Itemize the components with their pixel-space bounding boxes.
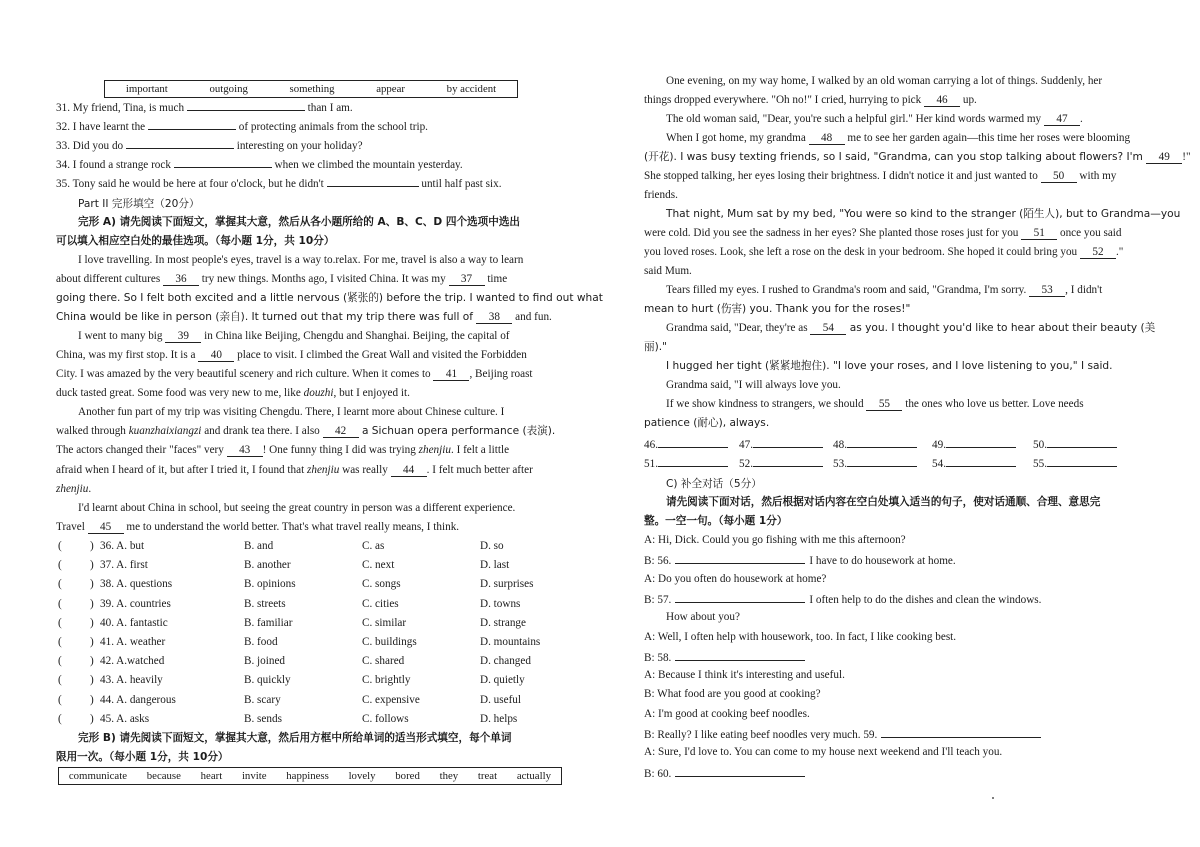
passage-text: . — [88, 483, 92, 495]
passage-line — [666, 207, 1180, 221]
answer-slot — [644, 436, 728, 452]
answer-blank[interactable] — [946, 455, 1016, 467]
word-box-item: treat — [477, 770, 498, 782]
cloze-blank: 44 — [391, 465, 427, 477]
dialogue-line — [644, 591, 1041, 607]
cloze-blank: 42 — [323, 426, 359, 438]
answer-paren-open: ( — [58, 674, 62, 687]
cloze-blank: 54 — [810, 323, 846, 335]
passage-line — [644, 245, 1123, 259]
answer-blank[interactable] — [847, 436, 917, 448]
answer-paren-open: ( — [58, 712, 62, 725]
dialogue-line — [644, 668, 845, 682]
option-c[interactable]: C. shared — [362, 655, 405, 668]
answer-paren-close[interactable]: ) — [90, 712, 94, 725]
dialogue-text: A: Sure, I'd love to. You can come to my house next weekend and I'll teach you. — [644, 746, 1003, 759]
passage-text: I'd learnt about China in school, but seeing the great country in person was a different experience. — [78, 502, 516, 514]
passage-text: and drank tea there. I also — [201, 425, 323, 437]
dialogue-text: How about you? — [666, 611, 740, 624]
answer-paren-close[interactable]: ) — [90, 655, 94, 668]
dialogue-text: B: What food are you good at cooking? — [644, 688, 821, 701]
answer-paren-close[interactable]: ) — [90, 616, 94, 629]
passage-text: walked through — [56, 425, 129, 437]
word-box-item: communicate — [68, 770, 128, 782]
section-b-instructions-1: 完形 B) 请先阅读下面短文，掌握其大意，然后用方框中所给单词的适当形式填空，每个单词 — [78, 732, 512, 744]
passage-line — [666, 131, 1130, 145]
word-box-item: appear — [376, 83, 405, 95]
answer-number: 47. — [739, 439, 753, 451]
passage-line — [644, 226, 1122, 240]
dialogue-line — [644, 533, 906, 547]
answer-blank[interactable] — [327, 186, 419, 187]
passage-text: place to visit. I climbed the Great Wall and visited the Forbidden — [234, 349, 527, 361]
passage-text: and fun. — [512, 311, 552, 323]
question-32: 32. I have learnt the of protecting animals from the school trip. — [56, 121, 428, 133]
answer-number: 55. — [1033, 458, 1047, 470]
passage-text: !" — [1182, 151, 1191, 163]
option-b[interactable]: B. quickly — [244, 674, 291, 687]
answer-number: 51. — [644, 458, 658, 470]
pinyin-word: zhenjiu — [418, 444, 451, 456]
passage-line — [666, 112, 1083, 126]
cloze-blank: 55 — [866, 399, 902, 411]
cloze-blank: 47 — [1044, 114, 1080, 126]
passage-text: That night, Mum sat by my bed, "You were so kind to the stranger (陌生人), but to Grandma—you — [666, 208, 1181, 220]
dialogue-line — [644, 552, 956, 568]
answer-slot — [644, 455, 728, 471]
passage-text: in China like Beijing, Chengdu and Shanghai. Beijing, the capital of — [201, 330, 510, 342]
question-option-a[interactable]: 37. A. first — [100, 559, 148, 572]
answer-number: 54. — [932, 458, 946, 470]
answer-paren-open: ( — [58, 616, 62, 629]
passage-line — [56, 424, 555, 438]
passage-text: 丽)." — [644, 341, 667, 353]
answer-slot — [739, 455, 823, 471]
cloze-blank: 45 — [88, 522, 124, 534]
passage-text: . I felt much better after — [426, 464, 533, 476]
cloze-blank: 53 — [1029, 285, 1065, 297]
passage-text: the ones who love us better. Love needs — [902, 398, 1084, 410]
passage-text: The old woman said, "Dear, you're such a helpful girl." Her kind words warmed my — [666, 113, 1044, 125]
word-box-item: invite — [241, 770, 267, 782]
dialogue-text: A: Because I think it's interesting and useful. — [644, 669, 845, 682]
answer-blank[interactable] — [187, 110, 305, 111]
option-b[interactable]: B. joined — [244, 655, 286, 668]
cloze-blank: 39 — [165, 331, 201, 343]
word-box-item: heart — [200, 770, 223, 782]
option-b[interactable]: B. and — [244, 540, 274, 552]
word-box-bottom — [58, 767, 562, 785]
section-c-title: C) 补全对话（5分） — [666, 478, 762, 490]
word-box-item: outgoing — [209, 83, 248, 95]
passage-text: friends. — [644, 189, 678, 201]
cloze-blank: 46 — [924, 95, 960, 107]
option-c[interactable]: C. buildings — [362, 636, 417, 648]
passage-text: China, was my first stop. It is a — [56, 349, 199, 361]
word-box-item: important — [125, 83, 168, 95]
passage-text: up. — [960, 94, 977, 106]
passage-text: Tears filled my eyes. I rushed to Grandma's room and said, "Grandma, I'm sorry. — [666, 284, 1030, 296]
option-b[interactable]: B. streets — [244, 597, 286, 610]
option-c[interactable]: C. expensive — [362, 693, 420, 706]
answer-blank[interactable] — [174, 167, 272, 168]
answer-number: 49. — [932, 439, 946, 451]
answer-blank[interactable] — [1047, 455, 1117, 467]
word-box-item: bored — [395, 770, 420, 782]
passage-line — [644, 188, 678, 202]
option-d[interactable]: D. helps — [480, 712, 518, 725]
cloze-blank: 37 — [449, 274, 485, 286]
passage-text: duck tasted great. Some food was very new to me, like — [56, 387, 304, 399]
passage-text: Another fun part of my trip was visiting Chengdu. There, I learnt more about Chinese culture. I — [78, 406, 505, 418]
dialogue-blank[interactable] — [675, 591, 805, 603]
passage-line — [56, 348, 527, 362]
passage-line — [56, 463, 533, 477]
dialogue-line — [644, 707, 810, 721]
section-c-instructions-2: 整。一空一句。（每小题 1分） — [644, 515, 788, 527]
answer-paren-close[interactable]: ) — [90, 674, 94, 687]
passage-text: patience (耐心), always. — [644, 417, 770, 429]
passage-line — [78, 501, 515, 515]
dialogue-number: B: 57. — [644, 593, 672, 606]
dialogue-line — [644, 765, 809, 781]
passage-text: were cold. Did you see the sadness in her eyes? She planted those roses just for you — [644, 227, 1022, 239]
option-d[interactable]: D. quietly — [480, 674, 525, 687]
question-34: 34. I found a strange rock when we climbed the mountain yesterday. — [56, 159, 463, 171]
passage-line — [644, 93, 977, 107]
dialogue-line — [644, 572, 826, 586]
passage-text: I went to many big — [78, 330, 166, 342]
option-d[interactable]: D. last — [480, 559, 510, 572]
passage-text: Travel — [56, 521, 88, 533]
dialogue-number: B: 58. — [644, 651, 672, 664]
answer-number: 52. — [739, 458, 753, 470]
dialogue-blank[interactable] — [675, 765, 805, 777]
word-box-item: because — [146, 770, 181, 782]
passage-line — [666, 359, 1113, 373]
word-box-item: actually — [516, 770, 551, 782]
passage-text: I love travelling. In most people's eyes, travel is a way to.relax. For me, travel is also a way to learn — [78, 254, 524, 266]
dialogue-number: B: 56. — [644, 555, 672, 568]
answer-paren-close[interactable]: ) — [90, 597, 94, 610]
dialogue-text: A: I'm good at cooking beef noodles. — [644, 707, 810, 720]
passage-text: She stopped talking, her eyes losing their brightness. I didn't notice it and just wanted to — [644, 170, 1041, 182]
dialogue-text: I often help to do the dishes and clean the windows. — [809, 593, 1042, 606]
passage-text: , I didn't — [1065, 284, 1103, 296]
answer-paren-close[interactable]: ) — [90, 578, 94, 591]
passage-text: (开花). I was busy texting friends, so I said, "Grandma, can you stop talking about flowers? I'm — [644, 151, 1147, 163]
passage-text: said Mum. — [644, 265, 692, 277]
passage-line — [644, 416, 769, 430]
answer-paren-open: ( — [58, 655, 62, 668]
passage-text: you loved roses. Look, she left a rose on the desk in your bedroom. She hoped it could bring you — [644, 246, 1080, 258]
option-c[interactable]: C. similar — [362, 616, 407, 629]
dialogue-line — [644, 745, 1002, 759]
cloze-blank: 41 — [433, 369, 469, 381]
passage-text: time — [484, 273, 508, 285]
passage-line — [56, 291, 603, 305]
word-box-item: happiness — [286, 770, 329, 782]
passage-text: me to understand the world better. That's what travel really means, I think. — [123, 521, 460, 533]
part2-title: Part II 完形填空（20分） — [78, 198, 200, 210]
word-box-item: lovely — [348, 770, 376, 782]
question-option-a[interactable]: 43. A. heavily — [100, 674, 163, 687]
question-option-a[interactable]: 45. A. asks — [100, 712, 150, 725]
answer-paren-open: ( — [58, 597, 62, 610]
passage-line — [644, 302, 910, 316]
answer-slot — [1033, 455, 1117, 471]
option-b[interactable]: B. scary — [244, 693, 281, 706]
answer-slot — [932, 455, 1016, 471]
cloze-blank: 36 — [163, 274, 199, 286]
answer-blank[interactable] — [126, 148, 234, 149]
question-option-a[interactable]: 38. A. questions — [100, 578, 173, 591]
dialogue-line — [644, 630, 956, 644]
option-d[interactable]: D. surprises — [480, 578, 534, 591]
passage-text: , but I enjoyed it. — [333, 387, 410, 399]
answer-number: 48. — [833, 439, 847, 451]
passage-line — [666, 321, 1155, 335]
option-b[interactable]: B. food — [244, 636, 278, 648]
answer-blank[interactable] — [658, 436, 728, 448]
option-c[interactable]: C. songs — [362, 578, 401, 591]
scan-dot — [992, 797, 994, 799]
passage-line — [56, 520, 459, 534]
question-35: 35. Tony said he would be here at four o'clock, but he didn't until half past six. — [56, 178, 502, 190]
answer-slot — [932, 436, 1016, 452]
option-d[interactable]: D. changed — [480, 655, 531, 668]
passage-line — [666, 378, 841, 392]
answer-blank[interactable] — [753, 436, 823, 448]
answer-paren-open: ( — [58, 559, 62, 572]
passage-line — [644, 340, 667, 354]
cloze-blank: 50 — [1041, 171, 1077, 183]
answer-paren-open: ( — [58, 693, 62, 706]
passage-line — [666, 74, 1102, 88]
question-option-a[interactable]: 36. A. but — [100, 540, 145, 552]
section-a-instructions-1: 完形 A) 请先阅读下面短文，掌握其大意，然后从各小题所给的 A、B、C、D 四个选项中选出 — [78, 216, 521, 228]
dialogue-text: A: Well, I often help with housework, too. In fact, I like cooking best. — [644, 630, 957, 643]
answer-paren-close[interactable]: ) — [90, 559, 94, 572]
answer-slot — [833, 455, 917, 471]
dialogue-number: B: 60. — [644, 767, 672, 780]
answer-paren-open: ( — [58, 540, 62, 552]
passage-line — [644, 150, 1191, 164]
dialogue-blank[interactable] — [675, 552, 805, 564]
word-box-item: they — [439, 770, 459, 782]
passage-line — [644, 169, 1116, 183]
cloze-blank: 52 — [1080, 247, 1116, 259]
dialogue-line — [666, 610, 740, 624]
passage-text: Grandma said, "I will always love you. — [666, 379, 841, 391]
passage-text: I hugged her tight (紧紧地抱住). "I love your roses, and I love listening to you," I said. — [666, 360, 1113, 372]
word-box-item: something — [289, 83, 335, 95]
passage-text: , Beijing roast — [469, 368, 533, 380]
passage-line — [56, 367, 533, 381]
passage-line — [56, 272, 507, 286]
passage-line — [666, 397, 1084, 411]
answer-number: 50. — [1033, 439, 1047, 451]
pinyin-word: douzhi — [303, 387, 334, 399]
dialogue-line — [644, 687, 821, 701]
passage-text: with my — [1076, 170, 1117, 182]
cloze-blank: 38 — [476, 312, 512, 324]
passage-text: about different cultures — [56, 273, 163, 285]
passage-line — [644, 264, 692, 278]
option-b[interactable]: B. opinions — [244, 578, 296, 591]
answer-paren-open: ( — [58, 636, 62, 648]
answer-slot — [1033, 436, 1117, 452]
answer-blank[interactable] — [658, 455, 728, 467]
passage-text: me to see her garden again—this time her roses were blooming — [844, 132, 1131, 144]
option-c[interactable]: C. brightly — [362, 674, 411, 687]
question-31: 31. My friend, Tina, is much than I am. — [56, 102, 353, 114]
passage-line — [78, 253, 523, 267]
option-b[interactable]: B. familiar — [244, 616, 293, 629]
passage-text: try new things. Months ago, I visited China. It was my — [198, 273, 449, 285]
word-box-top — [104, 80, 518, 98]
option-d[interactable]: D. mountains — [480, 636, 541, 648]
answer-number: 46. — [644, 439, 658, 451]
cloze-blank: 49 — [1146, 152, 1182, 164]
question-option-a[interactable]: 44. A. dangerous — [100, 693, 176, 706]
passage-line — [78, 329, 510, 343]
answer-paren-close[interactable]: ) — [90, 636, 94, 648]
passage-line — [56, 443, 509, 457]
passage-text: ! One funny thing I did was trying — [262, 444, 419, 456]
passage-text: going there. So I felt both excited and a little nervous (紧张的) before the trip. I wanted to find out what — [56, 292, 603, 304]
passage-line — [56, 310, 552, 324]
cloze-blank: 51 — [1021, 228, 1057, 240]
option-c[interactable]: C. as — [362, 540, 385, 552]
passage-text: a Sichuan opera performance (表演). — [358, 425, 556, 437]
passage-text: China would be like in person (亲自). It turned out that my trip there was full of — [56, 311, 477, 323]
question-option-a[interactable]: 39. A. countries — [100, 597, 171, 610]
passage-text: . — [1079, 113, 1083, 125]
passage-text: afraid when I heard of it, but after I tried it, I found that — [56, 464, 308, 476]
option-b[interactable]: B. sends — [244, 712, 282, 725]
answer-paren-close[interactable]: ) — [90, 693, 94, 706]
dialogue-number: B: Really? I like eating beef noodles very much. 59. — [644, 729, 878, 741]
passage-text: as you. I thought you'd like to hear about their beauty (美 — [846, 322, 1156, 334]
cloze-blank: 40 — [198, 350, 234, 362]
passage-text: . I felt a little — [450, 444, 510, 456]
dialogue-text: I have to do housework at home. — [809, 555, 956, 568]
answer-paren-close[interactable]: ) — [90, 540, 94, 552]
answer-slot — [739, 436, 823, 452]
pinyin-word: zhenjiu — [56, 483, 89, 495]
passage-line — [56, 386, 410, 400]
option-d[interactable]: D. towns — [480, 597, 521, 610]
question-option-a[interactable]: 42. A.watched — [100, 655, 165, 668]
pinyin-word: zhenjiu — [307, 464, 340, 476]
passage-text: If we show kindness to strangers, we should — [666, 398, 867, 410]
passage-text: The actors changed their "faces" very — [56, 444, 227, 456]
answer-blank[interactable] — [753, 455, 823, 467]
dialogue-blank[interactable] — [881, 726, 1041, 738]
cloze-blank: 43 — [227, 445, 263, 457]
option-b[interactable]: B. another — [244, 559, 291, 572]
passage-line — [78, 405, 504, 419]
dialogue-text: A: Hi, Dick. Could you go fishing with me this afternoon? — [644, 534, 906, 546]
dialogue-line — [644, 726, 1045, 742]
dialogue-blank[interactable] — [675, 649, 805, 661]
cloze-blank: 48 — [809, 133, 845, 145]
passage-text: things dropped everywhere. "Oh no!" I cried, hurrying to pick — [644, 94, 925, 106]
question-option-a[interactable]: 40. A. fantastic — [100, 616, 168, 629]
option-d[interactable]: D. so — [480, 540, 504, 552]
section-a-instructions-2: 可以填入相应空白处的最佳选项。（每小题 1分，共 10分） — [56, 235, 335, 247]
answer-blank[interactable] — [847, 455, 917, 467]
section-c-instructions-1: 请先阅读下面对话，然后根据对话内容在空白处填入适当的句子，使对话通顺、合理、意思完 — [666, 496, 1101, 508]
dialogue-text: A: Do you often do housework at home? — [644, 572, 827, 585]
question-33: 33. Did you do interesting on your holiday? — [56, 140, 363, 152]
option-d[interactable]: D. useful — [480, 693, 522, 706]
option-c[interactable]: C. cities — [362, 597, 399, 610]
option-c[interactable]: C. follows — [362, 712, 409, 725]
passage-line — [666, 283, 1102, 297]
passage-text: was really — [339, 464, 391, 476]
section-b-instructions-2: 限用一次。（每小题 1分，共 10分） — [56, 751, 229, 763]
passage-text: City. I was amazed by the very beautiful scenery and rich culture. When it comes to — [56, 368, 434, 380]
answer-number: 53. — [833, 458, 847, 470]
answer-blank[interactable] — [946, 436, 1016, 448]
answer-blank[interactable] — [148, 129, 236, 130]
option-c[interactable]: C. next — [362, 559, 395, 572]
dialogue-line — [644, 649, 809, 665]
passage-text: ." — [1115, 246, 1124, 258]
passage-text: mean to hurt (伤害) you. Thank you for the roses!" — [644, 303, 911, 315]
answer-paren-open: ( — [58, 578, 62, 591]
pinyin-word: kuanzhaixiangzi — [128, 425, 202, 437]
passage-line — [56, 482, 91, 496]
passage-text: once you said — [1057, 227, 1122, 239]
passage-text: One evening, on my way home, I walked by an old woman carrying a lot of things. Suddenly, her — [666, 75, 1103, 87]
word-box-item: by accident — [446, 83, 497, 95]
passage-text: Grandma said, "Dear, they're as — [666, 322, 811, 334]
answer-blank[interactable] — [1047, 436, 1117, 448]
passage-text: When I got home, my grandma — [666, 132, 809, 144]
option-d[interactable]: D. strange — [480, 616, 526, 629]
question-option-a[interactable]: 41. A. weather — [100, 636, 166, 648]
answer-slot — [833, 436, 917, 452]
